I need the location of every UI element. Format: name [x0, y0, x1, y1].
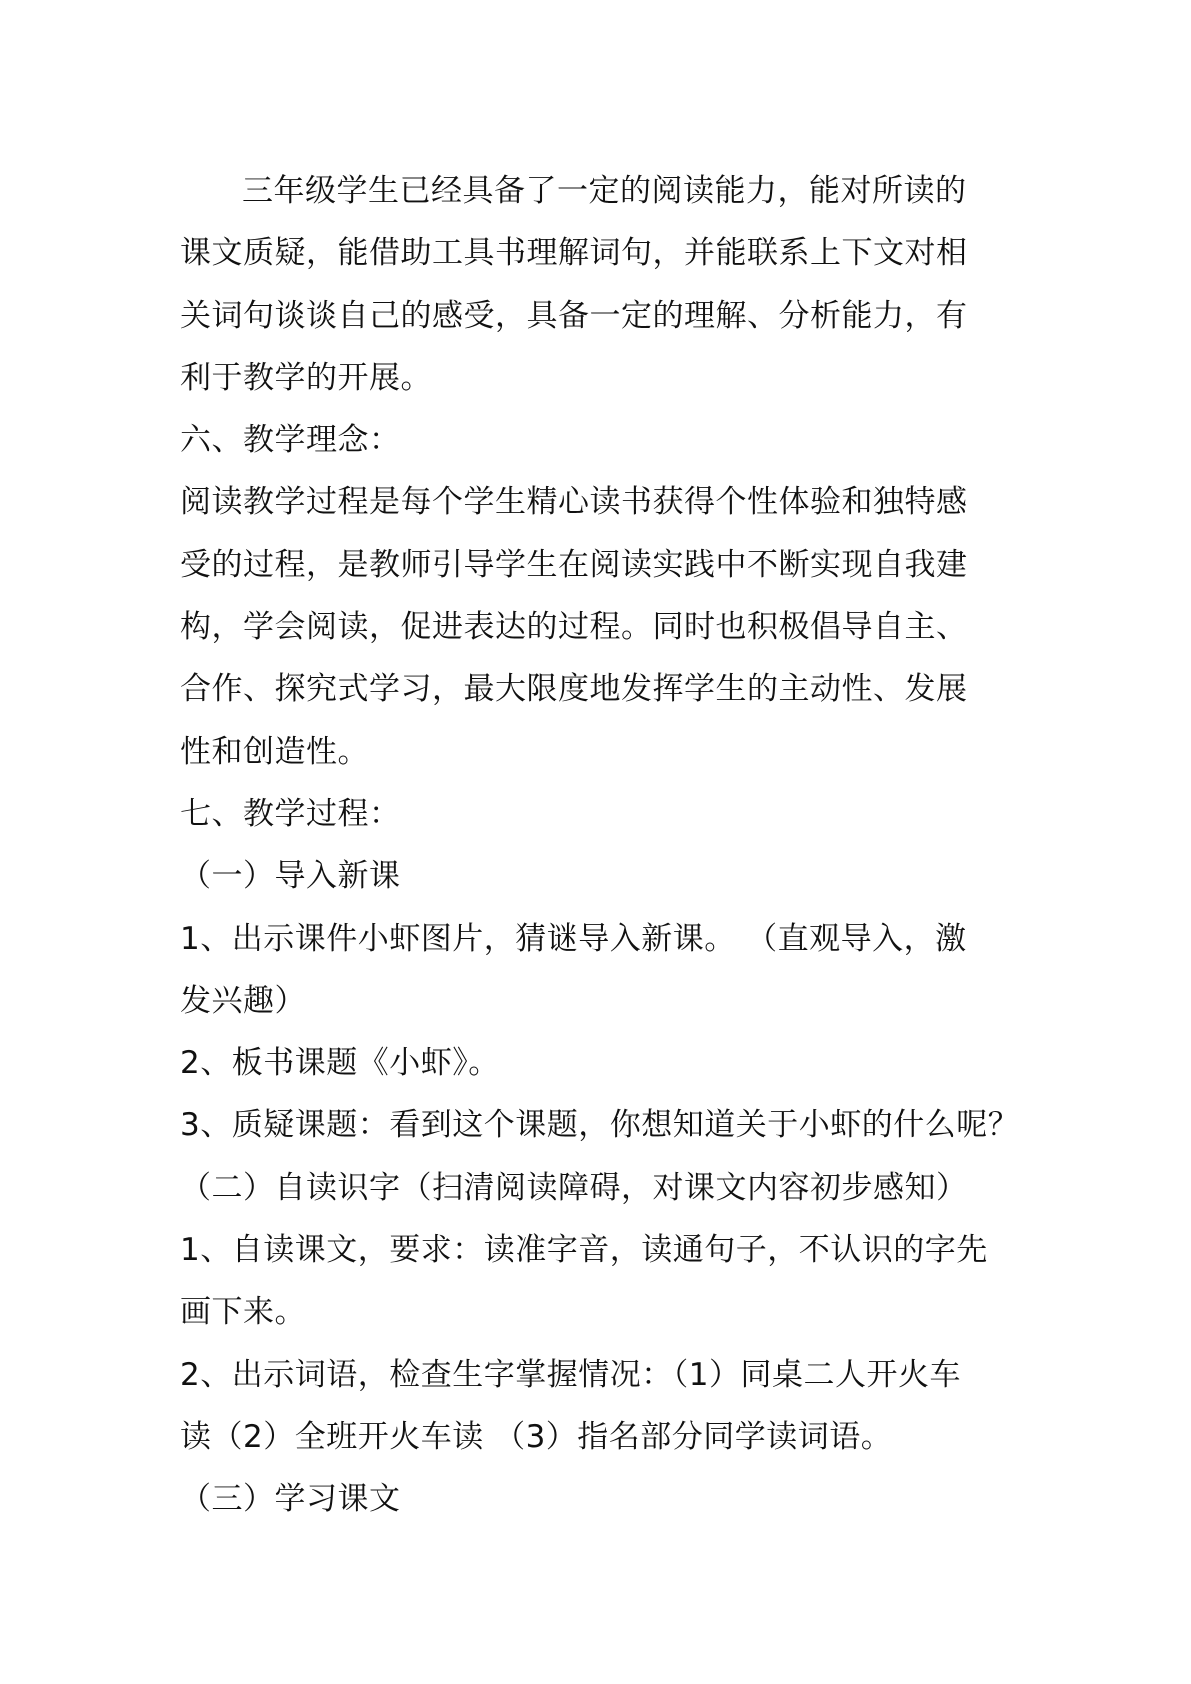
paragraph-line: 课文质疑，能借助工具书理解词句，并能联系上下文对相	[180, 235, 968, 272]
paragraph-line: 构，学会阅读，促进表达的过程。同时也积极倡导自主、	[180, 609, 968, 646]
paragraph-line: 利于教学的开展。	[180, 359, 432, 396]
paragraph-line: 合作、探究式学习，最大限度地发挥学生的主动性、发展	[180, 671, 968, 708]
subsection-heading: （三）学习课文	[180, 1481, 401, 1518]
list-item-continuation: 画下来。	[180, 1294, 306, 1331]
list-item: 2、板书课题《小虾》。	[180, 1045, 500, 1082]
paragraph-line: 三年级学生已经具备了一定的阅读能力，能对所读的	[242, 173, 967, 209]
section-heading: 六、教学理念：	[180, 422, 401, 459]
document-body	[180, 160, 1040, 1531]
list-item: 1、出示课件小虾图片，猜谜导入新课。 （直观导入，激	[180, 920, 967, 957]
subsection-heading: （一）导入新课	[180, 858, 401, 895]
paragraph-line: 阅读教学过程是每个学生精心读书获得个性体验和独特感	[180, 484, 968, 521]
paragraph-line: 性和创造性。	[180, 733, 369, 770]
list-item-continuation: 发兴趣）	[180, 982, 306, 1019]
section-heading: 七、教学过程：	[180, 795, 401, 832]
list-item: 2、出示词语，检查生字掌握情况：（1）同桌二人开火车	[180, 1356, 961, 1393]
list-item: 1、自读课文，要求：读准字音，读通句子，不认识的字先	[180, 1232, 988, 1269]
paragraph-line: 受的过程，是教师引导学生在阅读实践中不断实现自我建	[180, 546, 968, 583]
list-item-continuation: 读（2）全班开火车读 （3）指名部分同学读词语。	[180, 1418, 893, 1455]
paragraph-line: 关词句谈谈自己的感受，具备一定的理解、分析能力，有	[180, 297, 968, 334]
list-item: 3、质疑课题：看到这个课题，你想知道关于小虾的什么呢？	[180, 1107, 1020, 1144]
subsection-heading: （二）自读识字（扫清阅读障碍，对课文内容初步感知）	[180, 1169, 968, 1206]
